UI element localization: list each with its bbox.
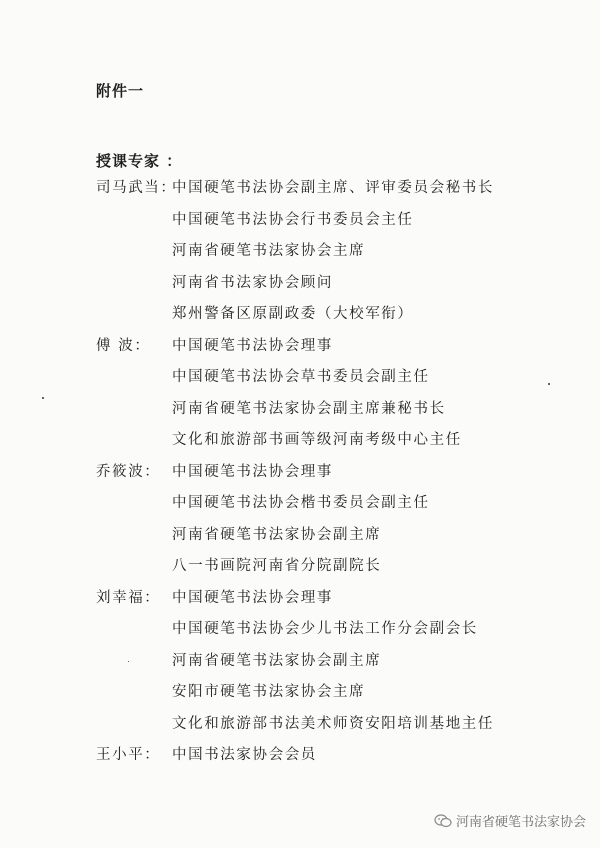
- expert-title: 中国硬笔书法协会理事: [172, 589, 333, 606]
- expert-name: 刘幸福：: [96, 589, 161, 606]
- expert-name: 司马武当：: [96, 180, 177, 196]
- expert-name: 王小平：: [96, 747, 161, 763]
- expert-title: 河南省硬笔书法家协会副主席: [172, 526, 382, 543]
- expert-title: 郑州警备区原副政委（大校军衔）: [172, 306, 414, 322]
- expert-title: 中国硬笔书法协会少儿书法工作分会副会长: [172, 621, 478, 637]
- expert-name: 乔筱波：: [96, 463, 161, 480]
- expert-title: 中国硬笔书法协会理事: [172, 337, 333, 354]
- expert-title: 中国硬笔书法协会行书委员会主任: [172, 211, 414, 228]
- scan-speck: [548, 383, 550, 385]
- watermark: [434, 811, 586, 830]
- expert-title: 中国书法家协会会员: [172, 747, 317, 763]
- attachment-label: 附件一: [96, 82, 145, 100]
- expert-title: 中国硬笔书法协会草书委员会副主任: [172, 369, 430, 385]
- section-title: 授课专家 ：: [96, 152, 183, 170]
- expert-title: 中国硬笔书法协会副主席、评审委员会秘书长: [172, 180, 494, 196]
- expert-title: 河南省硬笔书法家协会主席: [172, 243, 366, 259]
- expert-title: 文化和旅游部书画等级河南考级中心主任: [172, 432, 462, 448]
- expert-title: 河南省书法家协会顾问: [172, 274, 333, 291]
- expert-title: 八一书画院河南省分院副院长: [172, 558, 382, 574]
- expert-title: 河南省硬笔书法家协会副主席兼秘书长: [172, 400, 446, 417]
- watermark-text: 河南省硬笔书法家协会: [455, 815, 586, 830]
- expert-title: 中国硬笔书法协会楷书委员会副主任: [172, 495, 430, 511]
- scan-speck: [128, 661, 129, 662]
- expert-title: 河南省硬笔书法家协会副主席: [172, 652, 382, 669]
- expert-name: 傅 波：: [96, 337, 151, 354]
- expert-title: 文化和旅游部书法美术师资安阳培训基地主任: [172, 715, 494, 732]
- expert-title: 安阳市硬笔书法家协会主席: [172, 684, 366, 700]
- wechat-icon: [434, 814, 452, 828]
- expert-title: 中国硬笔书法协会理事: [172, 463, 333, 480]
- scan-speck: [42, 397, 44, 399]
